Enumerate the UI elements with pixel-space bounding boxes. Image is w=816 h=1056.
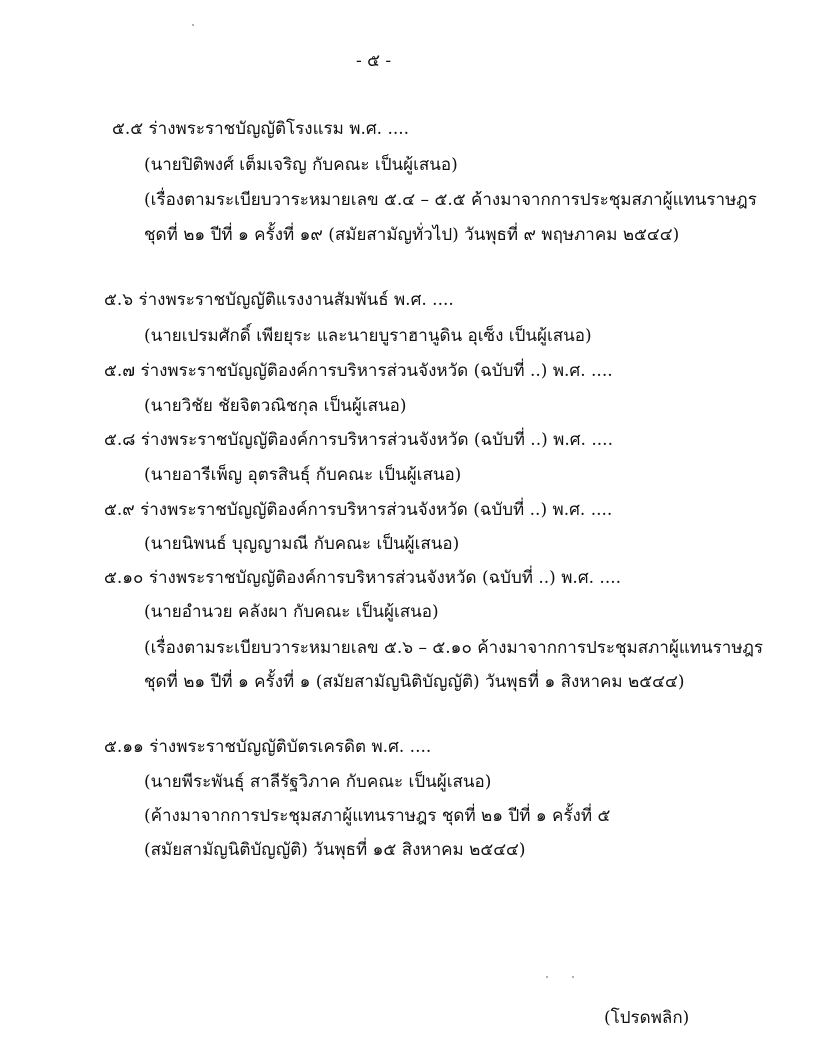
agenda-item-proposer: (นายวิชัย ชัยจิตวณิชกุล เป็นผู้เสนอ)	[144, 396, 407, 416]
agenda-item-heading: ๕.๘ ร่างพระราชบัญญัติองค์การบริหารส่วนจังหวัด (ฉบับที่ ..) พ.ศ. ....	[104, 430, 613, 450]
please-turn-over-note: (โปรดพลิก)	[604, 1008, 690, 1028]
scan-speck	[572, 976, 574, 978]
scan-speck	[192, 24, 194, 26]
agenda-item-note: (สมัยสามัญนิติบัญญัติ) วันพุธที่ ๑๕ สิงหาคม ๒๕๔๔)	[144, 840, 526, 860]
agenda-item-proposer: (นายอำนวย คลังผา กับคณะ เป็นผู้เสนอ)	[144, 602, 439, 622]
page-number: - ๕ -	[356, 51, 392, 71]
agenda-item-heading: ๕.๑๐ ร่างพระราชบัญญัติองค์การบริหารส่วนจังหวัด (ฉบับที่ ..) พ.ศ. ....	[104, 568, 622, 588]
agenda-item-proposer: (นายเปรมศักดิ์ เพียยุระ และนายบูราฮานูดิน อุเซ็ง เป็นผู้เสนอ)	[144, 326, 592, 346]
agenda-item-heading: ๕.๙ ร่างพระราชบัญญัติองค์การบริหารส่วนจังหวัด (ฉบับที่ ..) พ.ศ. ....	[104, 500, 613, 520]
agenda-item-note: ชุดที่ ๒๑ ปีที่ ๑ ครั้งที่ ๑๙ (สมัยสามัญทั่วไป) วันพุธที่ ๙ พฤษภาคม ๒๕๔๔)	[144, 225, 680, 245]
agenda-item-note: ชุดที่ ๒๑ ปีที่ ๑ ครั้งที่ ๑ (สมัยสามัญนิติบัญญัติ) วันพุธที่ ๑ สิงหาคม ๒๕๔๔)	[144, 672, 685, 692]
agenda-item-proposer: (นายอารีเพ็ญ อุตรสินธุ์ กับคณะ เป็นผู้เสนอ)	[144, 465, 462, 485]
agenda-item-proposer: (นายพีระพันธุ์ สาลีรัฐวิภาค กับคณะ เป็นผู้เสนอ)	[144, 772, 492, 792]
agenda-item-note: (ค้างมาจากการประชุมสภาผู้แทนราษฎร ชุดที่ ๒๑ ปีที่ ๑ ครั้งที่ ๕	[144, 806, 611, 826]
agenda-item-proposer: (นายนิพนธ์ บุญญามณี กับคณะ เป็นผู้เสนอ)	[144, 534, 460, 554]
agenda-item-heading: ๕.๑๑ ร่างพระราชบัญญัติบัตรเครดิต พ.ศ. ....	[104, 737, 432, 757]
agenda-item-heading: ๕.๖ ร่างพระราชบัญญัติแรงงานสัมพันธ์ พ.ศ. ....	[104, 290, 454, 310]
agenda-item-note: (เรื่องตามระเบียบวาระหมายเลข ๕.๔ – ๕.๕ ค้างมาจากการประชุมสภาผู้แทนราษฎร	[144, 190, 757, 210]
agenda-item-proposer: (นายปิติพงศ์ เต็มเจริญ กับคณะ เป็นผู้เสนอ)	[144, 155, 458, 175]
agenda-item-heading: ๕.๗ ร่างพระราชบัญญัติองค์การบริหารส่วนจังหวัด (ฉบับที่ ..) พ.ศ. ....	[104, 361, 613, 381]
agenda-item-note: (เรื่องตามระเบียบวาระหมายเลข ๕.๖ – ๕.๑๐ ค้างมาจากการประชุมสภาผู้แทนราษฎร	[144, 638, 764, 658]
scan-speck	[546, 976, 548, 978]
agenda-item-heading: ๕.๕ ร่างพระราชบัญญัติโรงแรม พ.ศ. ....	[112, 119, 410, 139]
